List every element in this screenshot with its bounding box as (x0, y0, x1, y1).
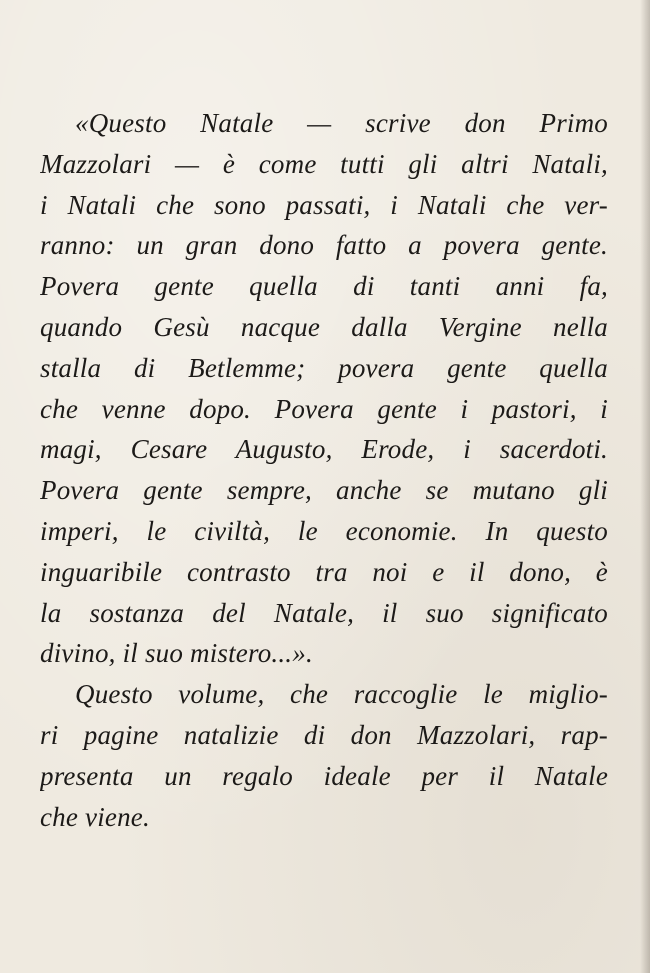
body-text (40, 103, 608, 837)
text-line: ri pagine natalizie di don Mazzolari, rap- (40, 719, 608, 750)
text-line: la sostanza del Natale, il suo significato (40, 597, 608, 628)
text-line: imperi, le civiltà, le economie. In questo (40, 515, 608, 546)
text-line: divino, il suo mistero...». (40, 638, 313, 669)
text-line: che venne dopo. Povera gente i pastori, i (40, 393, 608, 424)
text-line: Mazzolari — è come tutti gli altri Natali, (40, 148, 608, 179)
text-line: ranno: un gran dono fatto a povera gente. (40, 230, 608, 261)
text-line: inguaribile contrasto tra noi e il dono, è (40, 556, 608, 587)
text-line: Questo volume, che raccoglie le miglio- (75, 679, 608, 710)
paragraph-description (40, 674, 608, 837)
text-line: Povera gente sempre, anche se mutano gli (40, 475, 608, 506)
paragraph-quote (40, 103, 608, 674)
text-line: quando Gesù nacque dalla Vergine nella (40, 311, 608, 342)
text-line: «Questo Natale — scrive don Primo (75, 108, 608, 138)
text-line: che viene. (40, 801, 150, 832)
text-line: magi, Cesare Augusto, Erode, i sacerdoti. (40, 434, 608, 465)
page-edge-shadow (640, 0, 650, 973)
text-line: i Natali che sono passati, i Natali che ver- (40, 189, 608, 220)
text-line: presenta un regalo ideale per il Natale (40, 760, 608, 791)
text-line: stalla di Betlemme; povera gente quella (40, 352, 608, 383)
text-line: Povera gente quella di tanti anni fa, (40, 271, 608, 302)
